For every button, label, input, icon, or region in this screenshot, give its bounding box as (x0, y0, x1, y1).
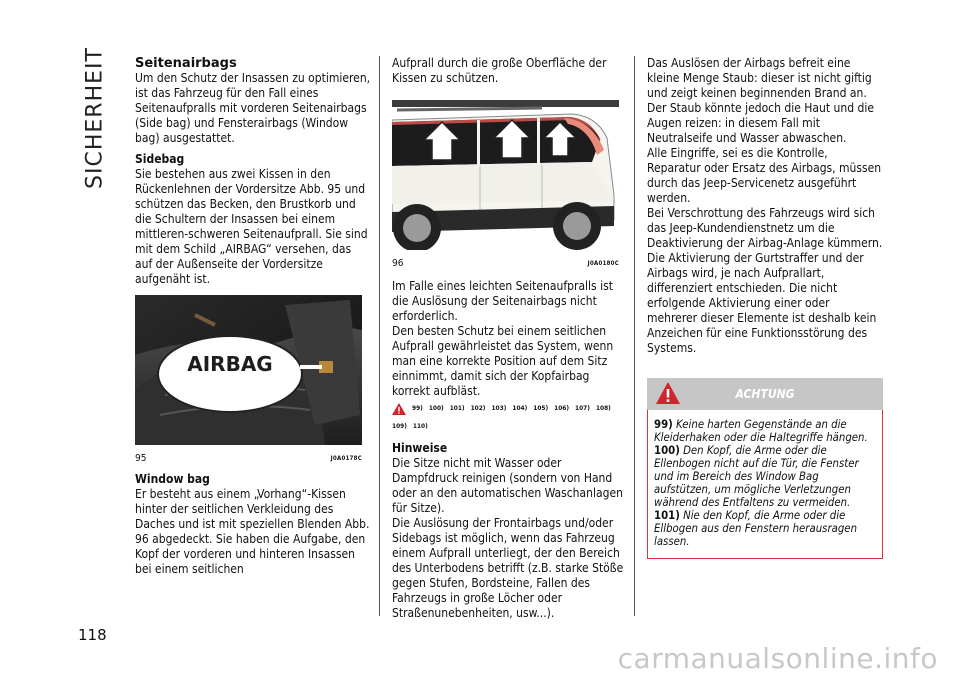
continuation-paragraph: Aufprall durch die große Oberfläche der Kissen zu schützen. (392, 56, 607, 85)
achtung-item-number: 99) (654, 418, 673, 431)
airbag-label: AIRBAG (187, 352, 273, 376)
achtung-item-number: 100) (654, 444, 680, 457)
achtung-item (654, 509, 876, 548)
achtung-item (654, 418, 876, 444)
windowbag-paragraph: Er besteht aus einem „Vorhang“-Kissen hinter der seitlichen Verkleidung des Daches und ist mit speziellen Blenden Abb. 96 abgedeckt. Sie haben die Aufgabe, den Kopf der vorderen und hinteren Insassen bei einem seitlichen (135, 487, 370, 576)
paragraph-service: Alle Eingriffe, sei es die Kontrolle, Reparatur oder Ersatz des Airbags, müssen durch das Jeep-Servicenetz ausgeführt werden. (647, 146, 882, 205)
ref-item[interactable]: 104) (512, 404, 528, 412)
column-divider (634, 56, 635, 616)
achtung-header (647, 378, 883, 410)
column-3 (647, 56, 883, 559)
paragraph-correct-position: Den besten Schutz bei einem seitlichen Aufprall gewährleistet das System, wenn man eine korrekte Position auf dem Sitz einnimmt, damit sich der Kopfairbag korrekt aufbläst. (392, 324, 614, 398)
watermark: carmanualsonline.info (617, 642, 938, 675)
column-divider (379, 56, 380, 616)
achtung-box (647, 410, 883, 559)
figure-number: 96 (392, 258, 404, 269)
column-1 (135, 56, 371, 577)
paragraph-scrapping: Bei Verschrottung des Fahrzeugs wird sich das Jeep-Kundendienstnetz um die Deaktivierung der Airbag-Anlage kümmern. (647, 206, 883, 250)
heading-window-bag: Window bag (135, 472, 210, 486)
figure-number: 95 (135, 453, 147, 464)
ref-item[interactable]: 105) (533, 404, 549, 412)
heading-seitenairbags: Seitenairbags (135, 56, 237, 71)
ref-item[interactable]: 103) (491, 404, 507, 412)
achtung-item-text: Keine harten Gegenstände an die Kleiderhaken oder die Haltegriffe hängen. (654, 418, 868, 444)
paragraph-light-impact: Im Falle eines leichten Seitenaufpralls ist die Auslösung der Seitenairbags nicht erforderlich. (392, 279, 613, 323)
section-title-text: SICHERHEIT (82, 47, 108, 189)
ref-item[interactable]: 109) (392, 422, 407, 430)
figure-95 (135, 295, 371, 466)
paragraph-activation: Die Aktivierung der Gurtstraffer und der Airbags wird, je nach Aufprallart, differenziert entschieden. Die nicht erfolgende Aktivierung einer oder mehrerer dieser Elemente ist deshalb kein Anzeichen für eine Funktionsstörung des Systems. (647, 251, 877, 355)
window-bag-car-image (392, 100, 619, 250)
ref-item[interactable]: 106) (554, 404, 570, 412)
achtung-title: ACHTUNG (735, 386, 795, 401)
ref-item[interactable]: 102) (470, 404, 486, 412)
achtung-item-number: 101) (654, 509, 680, 522)
heading-hinweise: Hinweise (392, 441, 448, 455)
hinweise-paragraph-2: Die Auslösung der Frontairbags und/oder Sidebags ist möglich, wenn das Fahrzeug einem Aufprall unterliegt, der den Bereich des Unterbodens betrifft (z.B. starke Stöße gegen Stufen, Bordsteine, Fallen des Fahrzeugs in große Löcher oder Straßenunebenheiten, usw...). (392, 516, 624, 620)
achtung-item (654, 444, 876, 509)
intro-paragraph: Um den Schutz der Insassen zu optimieren, ist das Fahrzeug für den Fall eines Seitenaufpralls mit vorderen Seitenairbags (Side bag) und Fensterairbags (Window bag) ausgestattet. (135, 71, 371, 145)
warning-triangle-icon (655, 381, 681, 405)
warning-references (392, 403, 628, 431)
ref-item[interactable]: 110) (412, 422, 428, 430)
column-2 (392, 56, 628, 621)
figure-code: J0A0180C (587, 260, 619, 267)
figure-96 (392, 100, 628, 271)
section-title-vertical (80, 48, 110, 188)
ref-item[interactable]: 100) (428, 404, 444, 412)
ref-item[interactable]: 99) (412, 404, 423, 412)
ref-item[interactable]: 108) (595, 404, 611, 412)
ref-item[interactable]: 107) (575, 404, 590, 412)
ref-item[interactable]: 101) (449, 404, 465, 412)
heading-sidebag: Sidebag (135, 152, 185, 166)
page-number: 118 (78, 626, 107, 644)
paragraph-dust: Das Auslösen der Airbags befreit eine kleine Menge Staub: dieser ist nicht giftig und zeigt keinen beginnenden Brand an. Der Staub könnte jedoch die Haut und die Augen reizen: in diesem Fall mit Neutralseife und Wasser abwaschen. (647, 56, 875, 145)
warning-triangle-icon (392, 403, 406, 415)
achtung-item-text: Den Kopf, die Arme oder die Ellenbogen nicht auf die Tür, die Fenster und im Bereich des Window Bag aufstützen, um mögliche Verletzungen während des Entfaltens zu vermeiden. (654, 444, 859, 509)
figure-code: J0A0178C (330, 455, 362, 462)
sidebag-paragraph: Sie bestehen aus zwei Kissen in den Rückenlehnen der Vordersitze Abb. 95 und schützen das Becken, den Brustkorb und die Schultern der Insassen bei einem mittleren-schweren Seitenaufprall. Sie sind mit dem Schild „AIRBAG“ versehen, das auf der Außenseite der Vordersitze aufgenäht ist. (135, 167, 368, 286)
achtung-item-text: Nie den Kopf, die Arme oder die Ellbogen aus den Fenstern herausragen lassen. (654, 509, 858, 548)
hinweise-paragraph-1: Die Sitze nicht mit Wasser oder Dampfdruck reinigen (sondern von Hand oder an den automatischen Waschanlagen für Sitze). (392, 456, 623, 515)
